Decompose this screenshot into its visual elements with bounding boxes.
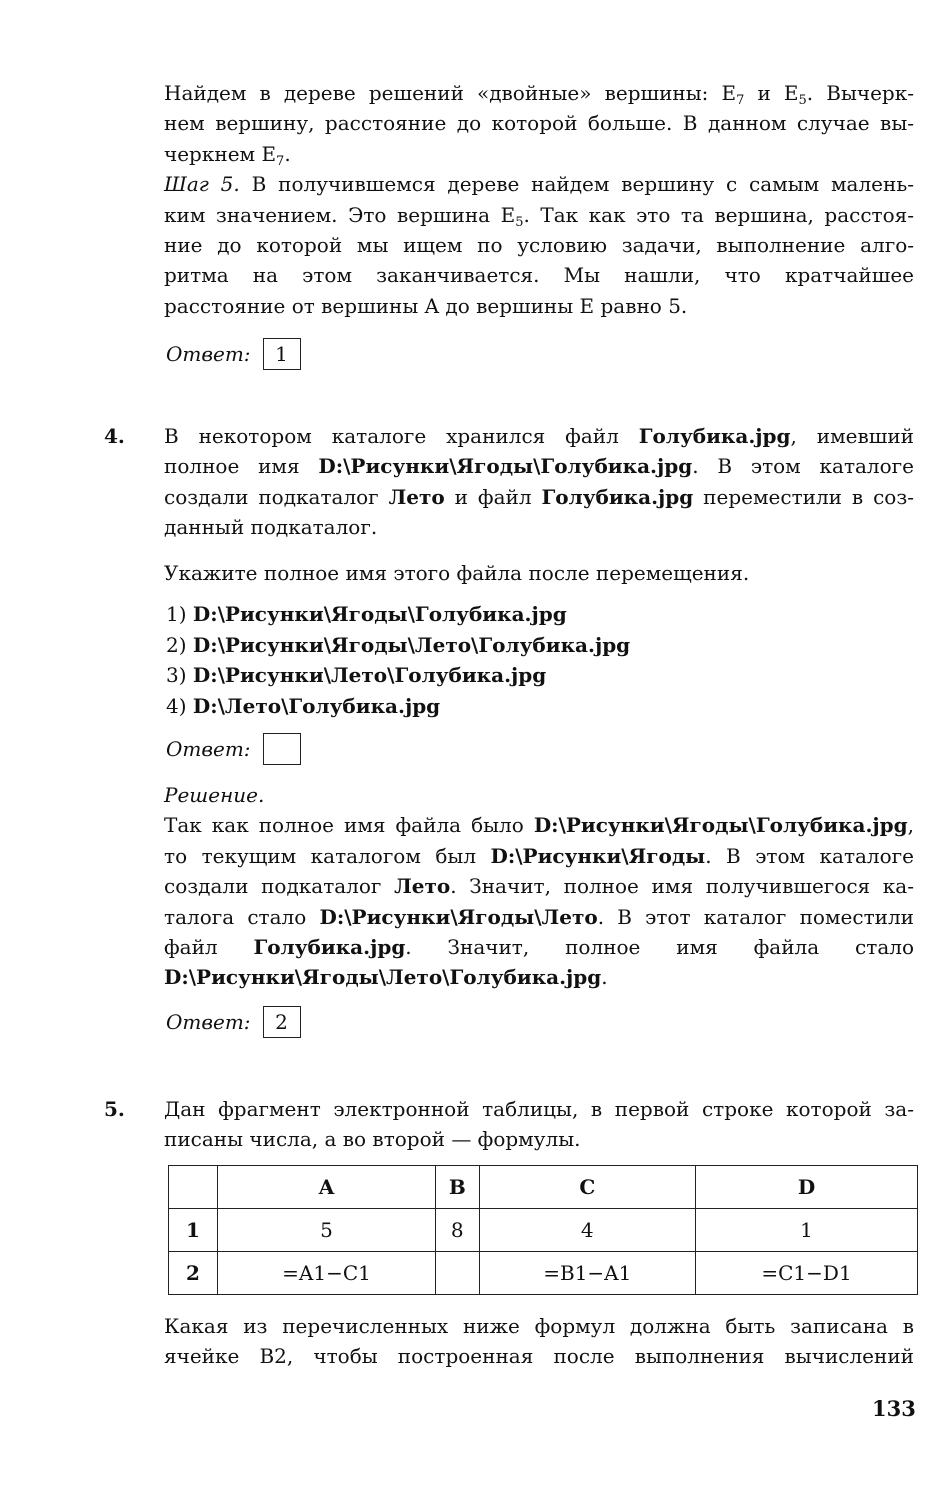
page-number: 133 (872, 1396, 916, 1421)
row-header: 1 (169, 1209, 218, 1252)
table-cell: 8 (436, 1209, 480, 1252)
step-label: Шаг 5. (164, 172, 240, 197)
task5-statement: Дан фрагмент электронной таблицы, в первой строке которой за- писаны числа, а во второй — формулы. (164, 1097, 914, 1152)
task-number: 5. (104, 1097, 125, 1121)
table-cell: =C1−D1 (696, 1252, 918, 1295)
answer-row-task4 (166, 733, 301, 765)
task4-statement: В некотором каталоге хранился файл Голубика.jpg, имевший полное имя D:\Рисунки\Ягоды\Голубика.jpg. В этом каталоге создали подкаталог Лето и файл Голубика.jpg переместили в соз- данный подкаталог. (164, 424, 914, 540)
task4-solution: Решение. Так как полное имя файла было D:\Рисунки\Ягоды\Голубика.jpg, то текущим каталогом был D:\Рисунки\Ягоды. В этом каталоге создали подкаталог Лето. Значит, полное имя получившегося ка- талога стало D:\Рисунки\Ягоды\Лето. В этот каталог поместили файл Голубика.jpg. Значит, полное имя файла стало D:\Рисунки\Ягоды\Лето\Голубика.jpg. (164, 783, 915, 990)
table-header-row (169, 1166, 918, 1209)
answer-label: Ответ: (166, 1010, 251, 1034)
answer-row-intro (166, 338, 301, 370)
table-row (169, 1252, 918, 1295)
corner-cell (169, 1166, 218, 1209)
table-cell: 4 (479, 1209, 696, 1252)
answer-row-task4-solution (166, 1006, 301, 1038)
table-row (169, 1209, 918, 1252)
answer-label: Ответ: (166, 342, 251, 366)
table-cell: 1 (696, 1209, 918, 1252)
option-4: 4) D:\Лето\Голубика.jpg (166, 693, 441, 718)
table-cell: =A1−C1 (218, 1252, 436, 1295)
row-header: 2 (169, 1252, 218, 1295)
column-header: D (696, 1166, 918, 1209)
task4-prompt: Укажите полное имя этого файла после перемещения. (164, 561, 750, 585)
column-header: B (436, 1166, 480, 1209)
answer-box: 1 (263, 338, 301, 370)
solution-label: Решение. (164, 783, 265, 807)
task5-question: Какая из перечисленных ниже формул должна быть записана в ячейке B2, чтобы построенная после выполнения вычислений (164, 1314, 914, 1369)
table-cell: 5 (218, 1209, 436, 1252)
option-2: 2) D:\Рисунки\Ягоды\Лето\Голубика.jpg (166, 632, 631, 657)
answer-box-empty[interactable] (263, 733, 301, 765)
option-3: 3) D:\Рисунки\Лето\Голубика.jpg (166, 663, 547, 688)
table-cell-empty (436, 1252, 480, 1295)
intro-paragraph: Найдем в дереве решений «двойные» вершины: $E_7$ и $E_5$. Вычерк- нем вершину, расстояние до которой больше. В данном случае вы- черкнем $E_7$. Шаг 5. В получившемся дереве найдем вершину с самым малень- ким значением. Это вершина $E_5$. Так как это та вершина, расстоя- ние до которой мы ищем по условию задачи, выполнение алго- ритма на этом заканчивается. Мы нашли, что кратчайшее расстояние от вершины A до вершины E равно 5. (164, 81, 915, 318)
answer-options (166, 599, 630, 721)
column-header: C (479, 1166, 696, 1209)
option-1: 1) D:\Рисунки\Ягоды\Голубика.jpg (166, 602, 567, 626)
spreadsheet-table (168, 1165, 918, 1295)
task-number: 4. (104, 424, 125, 448)
column-header: A (218, 1166, 436, 1209)
answer-box: 2 (263, 1006, 301, 1038)
table-cell: =B1−A1 (479, 1252, 696, 1295)
answer-label: Ответ: (166, 737, 251, 761)
